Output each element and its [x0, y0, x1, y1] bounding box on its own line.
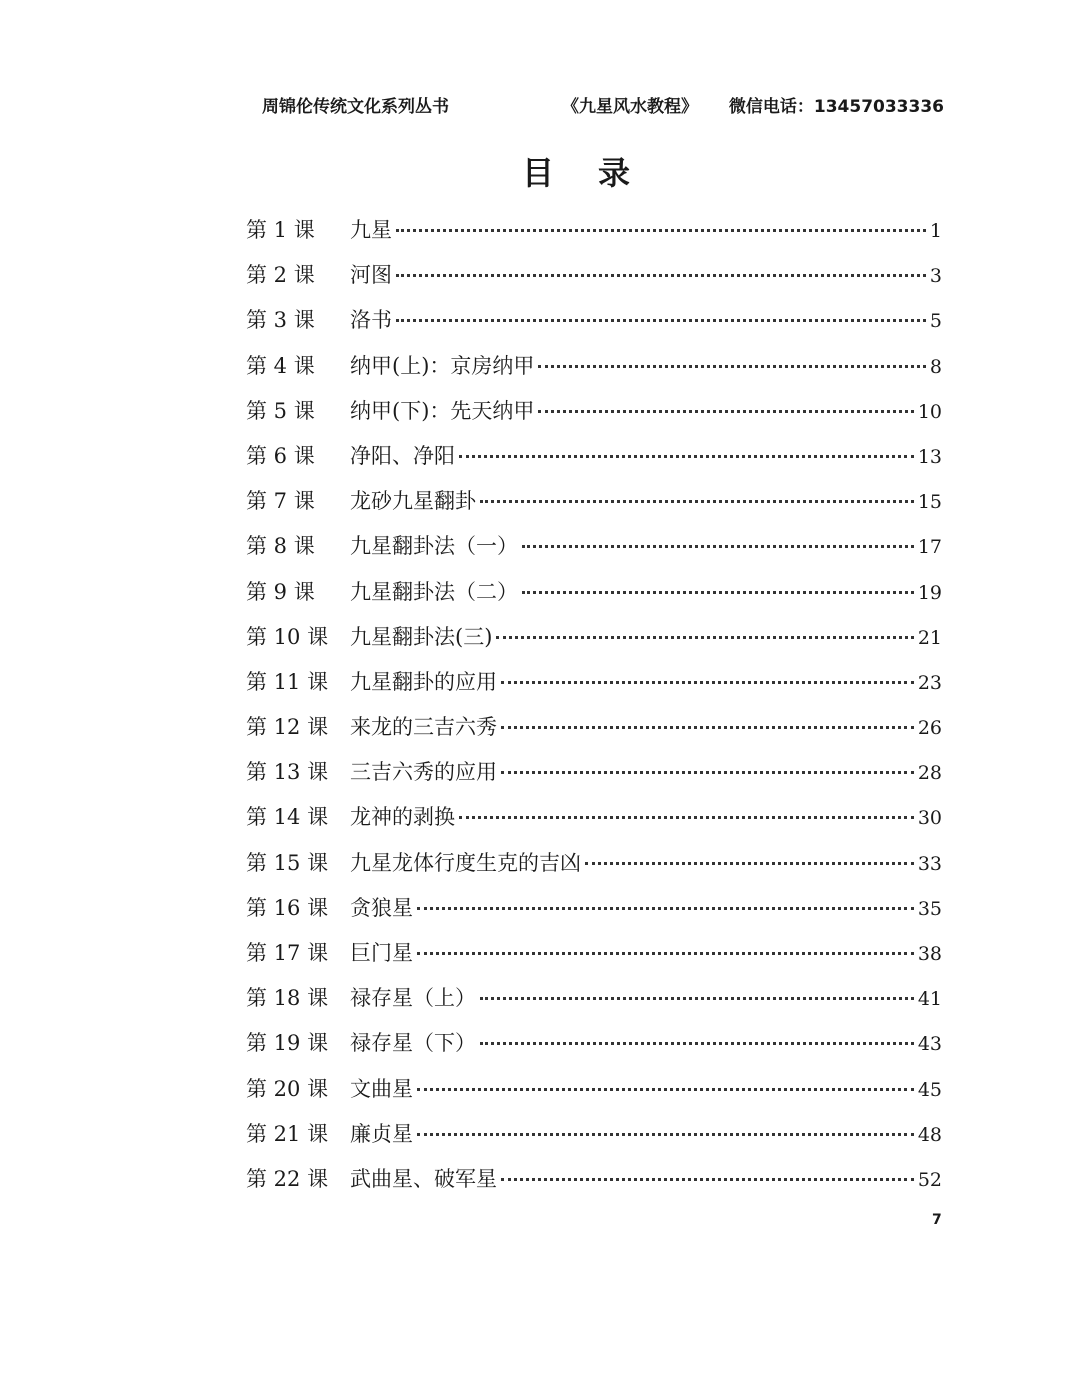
header-book-title: 《九星风水教程》: [562, 97, 698, 117]
toc-lesson-number: 第 20 课: [246, 1076, 329, 1101]
toc-dot-leader: [417, 1088, 914, 1091]
toc-dot-leader: [538, 410, 913, 413]
toc-lesson-title: 禄存星（下）: [350, 1031, 476, 1056]
toc-lesson-number: 第 17 课: [246, 941, 329, 965]
header-series-title: 周锦伦传统文化系列丛书: [262, 97, 449, 117]
toc-page-number: 33: [917, 852, 942, 875]
toc-lesson-title: 贪狼星: [350, 895, 413, 920]
toc-lesson-title: 禄存星（上）: [350, 986, 476, 1011]
toc-page-number: 5: [929, 310, 942, 333]
toc-lesson-title: 九星翻卦法（二）: [350, 579, 518, 604]
toc-page-number: 52: [917, 1168, 942, 1191]
toc-dot-leader: [480, 997, 914, 1000]
toc-lesson-title: 武曲星、破军星: [350, 1166, 497, 1191]
toc-lesson-number: 第 15 课: [246, 850, 329, 875]
toc-dot-leader: [417, 952, 914, 955]
toc-heading: 目录: [521, 154, 674, 192]
toc-dot-leader: [585, 862, 914, 865]
toc-lesson-number: 第 9 课: [246, 579, 315, 604]
toc-entry[interactable]: [246, 931, 942, 976]
toc-page-number: 19: [917, 581, 942, 604]
toc-page-number: 43: [917, 1033, 942, 1056]
toc-lesson-number: 第 10 课: [246, 624, 329, 649]
toc-page-number: 48: [917, 1123, 942, 1146]
toc-dot-leader: [396, 274, 926, 277]
toc-page-number: 13: [917, 445, 942, 468]
toc-page-number: 10: [917, 400, 942, 423]
toc-lesson-title: 河图: [350, 263, 392, 288]
toc-dot-leader: [459, 455, 914, 458]
toc-lesson-title: 来龙的三吉六秀: [350, 715, 497, 740]
toc-lesson-title: 洛书: [350, 308, 392, 333]
toc-dot-leader: [459, 816, 914, 819]
toc-dot-leader: [496, 636, 913, 639]
toc-entry[interactable]: [246, 841, 942, 886]
toc-entry[interactable]: [246, 253, 942, 298]
toc-entry[interactable]: [246, 434, 942, 479]
toc-page-number: 21: [917, 626, 942, 649]
toc-page-number: 23: [917, 671, 942, 694]
toc-lesson-title: 纳甲(上)：京房纳甲: [350, 353, 535, 378]
toc-entry[interactable]: [246, 886, 942, 931]
toc-dot-leader: [538, 365, 926, 368]
toc-lesson-title: 净阳、净阳: [350, 443, 455, 468]
toc-page-number: 1: [929, 220, 942, 242]
toc-lesson-number: 第 12 课: [246, 715, 329, 740]
toc-lesson-number: 第 22 课: [246, 1166, 329, 1191]
toc-lesson-number: 第 11 课: [246, 669, 329, 694]
toc-lesson-number: 第 7 课: [246, 489, 315, 514]
toc-entry[interactable]: [246, 344, 942, 389]
toc-dot-leader: [480, 500, 914, 503]
running-header: [262, 92, 944, 118]
toc-lesson-title: 三吉六秀的应用: [350, 760, 497, 785]
page-number: 7: [932, 1212, 942, 1228]
toc-dot-leader: [396, 319, 926, 322]
toc-dot-leader: [417, 1133, 914, 1136]
toc-lesson-title: 九星龙体行度生克的吉凶: [350, 850, 581, 875]
toc-lesson-number: 第 21 课: [246, 1121, 329, 1146]
toc-entry[interactable]: [246, 570, 942, 615]
toc-page-number: 26: [917, 717, 942, 740]
toc-page-number: 38: [917, 943, 942, 965]
toc-lesson-number: 第 8 课: [246, 534, 315, 559]
toc-page-number: 45: [917, 1078, 942, 1101]
toc-lesson-title: 九星翻卦法（一）: [350, 534, 518, 559]
toc-entry[interactable]: [246, 795, 942, 840]
toc-entry[interactable]: [246, 1021, 942, 1066]
toc-lesson-title: 纳甲(下)：先天纳甲: [350, 398, 535, 423]
toc-entry[interactable]: [246, 1157, 942, 1202]
toc-lesson-title: 龙神的剥换: [350, 805, 455, 830]
toc-dot-leader: [417, 907, 914, 910]
toc-dot-leader: [522, 591, 914, 594]
toc-page-number: 28: [917, 762, 942, 785]
toc-dot-leader: [501, 771, 914, 774]
toc-lesson-number: 第 19 课: [246, 1031, 329, 1056]
toc-lesson-title: 廉贞星: [350, 1121, 413, 1146]
toc-lesson-number: 第 5 课: [246, 398, 315, 423]
toc-lesson-number: 第 6 课: [246, 443, 315, 468]
toc-entry[interactable]: [246, 298, 942, 343]
toc-lesson-title: 九星翻卦的应用: [350, 669, 497, 694]
toc-page-number: 15: [917, 491, 942, 514]
toc-page-number: 3: [929, 265, 942, 288]
toc-entry[interactable]: [246, 208, 942, 253]
toc-lesson-number: 第 3 课: [246, 308, 315, 333]
toc-lesson-number: 第 16 课: [246, 895, 329, 920]
toc-page-number: 30: [917, 807, 942, 830]
toc-lesson-number: 第 4 课: [246, 353, 315, 378]
toc-dot-leader: [501, 726, 914, 729]
toc-lesson-title: 巨门星: [350, 941, 413, 965]
toc-lesson-number: 第 1 课: [246, 218, 315, 242]
toc-page-number: 17: [917, 536, 942, 559]
toc-entry[interactable]: [246, 660, 942, 705]
table-of-contents: [246, 208, 942, 1202]
toc-dot-leader: [522, 545, 914, 548]
toc-page-number: 35: [917, 897, 942, 920]
toc-dot-leader: [501, 681, 914, 684]
toc-page-number: 41: [917, 988, 942, 1011]
toc-lesson-number: 第 13 课: [246, 760, 329, 785]
toc-lesson-title: 九星翻卦法(三): [350, 624, 493, 649]
toc-entry[interactable]: [246, 1067, 942, 1112]
toc-lesson-number: 第 18 课: [246, 986, 329, 1011]
toc-dot-leader: [501, 1178, 914, 1181]
toc-entry[interactable]: [246, 615, 942, 660]
toc-lesson-title: 九星: [350, 218, 392, 242]
toc-entry[interactable]: [246, 524, 942, 569]
toc-entry[interactable]: [246, 389, 942, 434]
toc-lesson-title: 文曲星: [350, 1076, 413, 1101]
toc-dot-leader: [396, 229, 926, 232]
header-contact: 微信电话：13457033336: [728, 97, 944, 117]
toc-entry[interactable]: [246, 750, 942, 795]
toc-entry[interactable]: [246, 1112, 942, 1157]
toc-page-number: 8: [929, 355, 942, 378]
toc-lesson-number: 第 2 课: [246, 263, 315, 288]
toc-entry[interactable]: [246, 976, 942, 1021]
toc-entry[interactable]: [246, 479, 942, 524]
toc-lesson-title: 龙砂九星翻卦: [350, 489, 476, 514]
toc-entry[interactable]: [246, 705, 942, 750]
toc-dot-leader: [480, 1042, 914, 1045]
toc-lesson-number: 第 14 课: [246, 805, 329, 830]
